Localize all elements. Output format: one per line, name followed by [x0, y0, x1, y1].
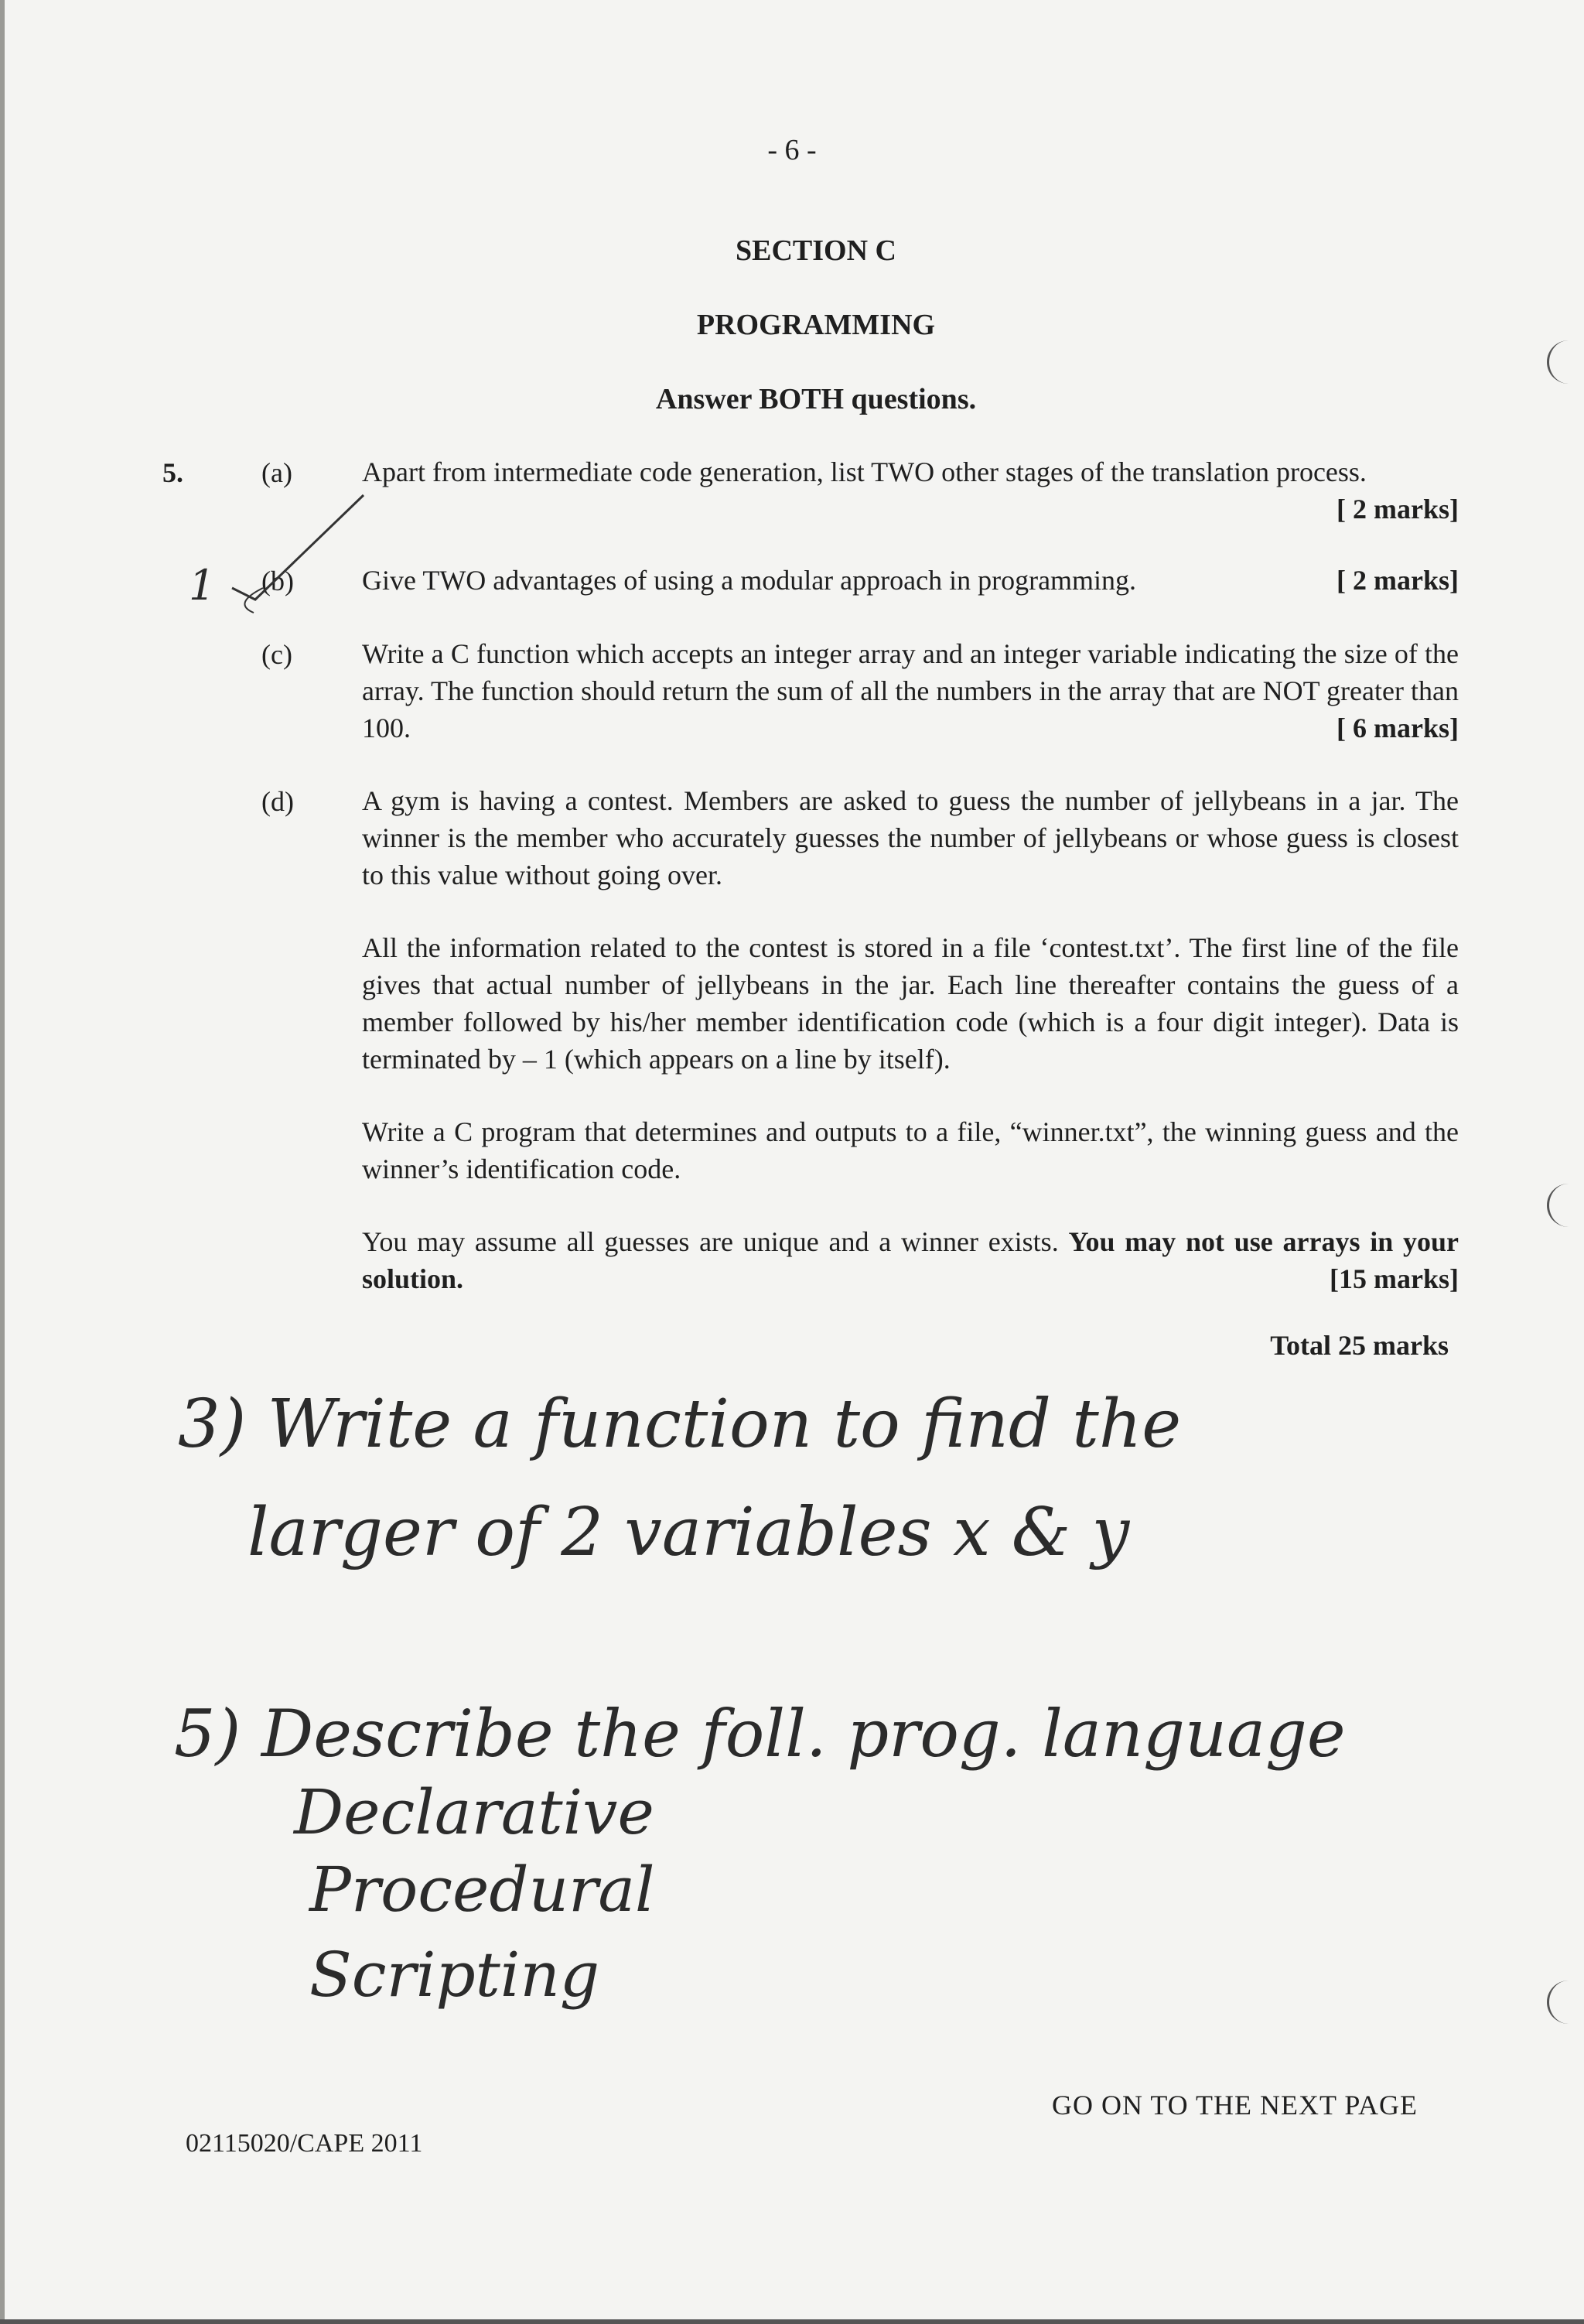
part-label-b: (b)	[261, 566, 294, 596]
section-subtitle: PROGRAMMING	[696, 309, 936, 341]
check-mark-icon	[232, 495, 364, 600]
part-a	[362, 453, 1459, 528]
handwritten-note-2-item-2: Procedural	[309, 1854, 655, 1926]
binding-hole-mark	[1547, 1981, 1580, 2024]
handwritten-note-2-item-3: Scripting	[309, 1939, 600, 2011]
page-bottom-edge	[0, 2319, 1584, 2324]
part-d	[362, 782, 1459, 1333]
part-label-a: (a)	[261, 457, 292, 488]
handwritten-note-1-line-1: 3) Write a function to find the	[178, 1386, 1182, 1463]
part-c-text: Write a C function which accepts an integer array and an integer variable indicating the size of the array. The function should return the sum of all the numbers in the array that are NOT greater than 100.	[362, 638, 1459, 743]
part-a-marks: [ 2 marks]	[1336, 494, 1459, 525]
margin-tick: 1	[189, 561, 216, 610]
page-left-edge	[0, 0, 5, 2324]
part-b	[362, 562, 1459, 599]
part-d-paragraph-2: All the information related to the contest is stored in a file ‘contest.txt’. The first line of the file gives that actual number of jellybeans in the jar. Each line thereafter contains the guess of a member followed by his/her member identification code (which is a four digit integer). Data is terminated by – 1 (which appears on a line by itself).	[362, 932, 1459, 1075]
part-label-c: (c)	[261, 639, 292, 670]
handwritten-note-1-line-2: larger of 2 variables x & y	[248, 1494, 1130, 1571]
section-instruction: Answer BOTH questions.	[655, 383, 977, 415]
part-b-text: Give TWO advantages of using a modular approach in programming.	[362, 565, 1137, 596]
part-b-marks: [ 2 marks]	[1336, 565, 1459, 596]
part-d-restriction: You may not use arrays in your solution.	[362, 1226, 1459, 1294]
handwritten-note-2-item-1: Declarative	[294, 1776, 654, 1848]
total-marks: Total 25 marks	[1270, 1330, 1449, 1361]
part-d-marks: [15 marks]	[1330, 1263, 1459, 1294]
part-a-text: Apart from intermediate code generation, list TWO other stages of the translation process.	[362, 456, 1367, 487]
go-on-next-page: GO ON TO THE NEXT PAGE	[1052, 2090, 1418, 2121]
part-c	[362, 635, 1459, 747]
part-d-paragraph-3: Write a C program that determines and outputs to a file, “winner.txt”, the winning guess and the winner’s identification code.	[362, 1116, 1459, 1184]
binding-hole-mark	[1547, 1184, 1580, 1227]
part-d-paragraph-4	[362, 1223, 1459, 1297]
part-label-d: (d)	[261, 786, 294, 817]
page-number: - 6 -	[767, 134, 817, 166]
handwritten-note-2-line-1: 5) Describe the foll. prog. language	[174, 1696, 1346, 1772]
circle-mark-icon	[244, 588, 263, 613]
part-d-paragraph-1: A gym is having a contest. Members are asked to guess the number of jellybeans in a jar. The winner is the member who accurately guesses the number of jellybeans or whose guess is closest to this value without going over.	[362, 785, 1459, 890]
part-c-marks: [ 6 marks]	[1336, 713, 1459, 743]
paper-code: 02115020/CAPE 2011	[186, 2129, 423, 2158]
section-title: SECTION C	[736, 234, 896, 267]
question-number: 5.	[162, 457, 183, 488]
part-d-assumption: You may assume all guesses are unique and a winner exists.	[362, 1226, 1059, 1257]
binding-hole-mark	[1547, 340, 1580, 384]
